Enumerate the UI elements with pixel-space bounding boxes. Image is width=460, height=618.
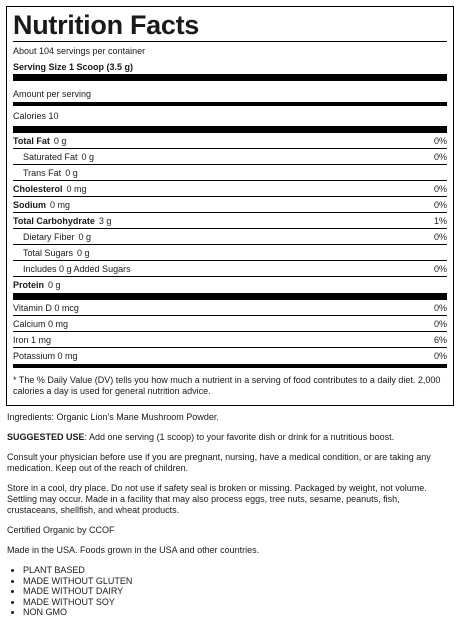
- nutrient-amount: 0 mg: [66, 183, 87, 194]
- nutrient-amount: 0 g: [53, 135, 67, 146]
- nutrient-name: Protein: [13, 280, 45, 290]
- mineral-name: Iron 1 mg: [13, 334, 52, 345]
- nutrient-name: Includes 0 g Added Sugars: [23, 263, 131, 274]
- nutrient-row: [13, 149, 447, 165]
- nutrient-name: Dietary Fiber: [23, 231, 75, 242]
- claim-item: • MADE WITHOUT SOY: [23, 597, 451, 608]
- nutrient-row: [13, 277, 447, 293]
- suggested-use-text: : Add one serving (1 scoop) to your favorite dish or drink for a nutritious boost.: [84, 432, 395, 442]
- nutrient-row: [13, 245, 447, 261]
- suggested-use-label: SUGGESTED USE: [7, 432, 85, 442]
- nutrient-row: [13, 165, 447, 181]
- label-title: Nutrition Facts: [13, 10, 200, 40]
- thick-divider: [13, 74, 447, 81]
- mineral-name: Vitamin D 0 mcg: [13, 302, 79, 313]
- nutrient-name: Total Fat: [13, 135, 50, 146]
- nutrient-table: [13, 133, 447, 293]
- nutrient-amount: 0 g: [48, 280, 61, 290]
- nutrient-row: [13, 133, 447, 149]
- nutrient-name: Total Sugars: [23, 247, 74, 258]
- ingredients: Ingredients: Organic Lion's Mane Mushroom Powder.: [7, 412, 219, 422]
- mineral-daily-value: 0%: [433, 302, 447, 313]
- nutrient-amount: 0 g: [65, 167, 78, 178]
- suggested-use: [7, 432, 451, 443]
- nutrient-daily-value: 0%: [433, 183, 447, 194]
- origin: Made in the USA. Foods grown in the USA and other countries.: [7, 545, 260, 555]
- nutrient-daily-value: 1%: [433, 215, 447, 226]
- nutrient-amount: 0 g: [81, 151, 95, 162]
- mineral-row: [13, 316, 447, 332]
- nutrient-name: Saturated Fat: [23, 151, 78, 162]
- mineral-table: [13, 300, 447, 364]
- storage-info: Store in a cool, dry place. Do not use if safety seal is broken or missing. Packaged by weight, not volume. Settling may occur. Made in a facility that may also process eggs, tree nuts, sesame, peanuts, fish, crustaceans, shellfish, and wheat products.: [7, 483, 427, 515]
- mineral-daily-value: 0%: [433, 351, 447, 361]
- nutrient-row: [13, 181, 447, 197]
- nutrient-row: [13, 213, 447, 229]
- nutrient-daily-value: 0%: [433, 199, 447, 210]
- nutrient-row: [13, 229, 447, 245]
- nutrient-daily-value: 0%: [433, 151, 447, 162]
- daily-value-footnote: * The % Daily Value (DV) tells you how much a nutrient in a serving of food contributes to a daily diet. 2,000 calories a day is used for general nutrition advice.: [13, 375, 441, 396]
- mineral-row: [13, 300, 447, 316]
- nutrient-daily-value: 0%: [433, 231, 447, 242]
- mineral-row: [13, 332, 447, 348]
- mineral-name: Potassium 0 mg: [13, 351, 78, 361]
- nutrient-amount: 0 mg: [50, 199, 71, 210]
- product-details: [7, 412, 451, 618]
- nutrition-facts-label: [6, 6, 454, 406]
- nutrient-amount: 0 g: [78, 231, 92, 242]
- claim-item: • NON GMO: [23, 607, 451, 618]
- certification: Certified Organic by CCOF: [7, 525, 115, 535]
- claim-item: • MADE WITHOUT GLUTEN: [23, 576, 451, 587]
- nutrient-name: Trans Fat: [23, 167, 62, 178]
- warning: Consult your physician before use if you are pregnant, nursing, have a medical condition, or are taking any medication. Keep out of the reach of children.: [7, 452, 431, 473]
- thick-divider: [13, 126, 447, 133]
- nutrient-row: [13, 197, 447, 213]
- mineral-daily-value: 6%: [433, 334, 447, 345]
- nutrient-name: Total Carbohydrate: [13, 215, 95, 226]
- servings-per-container: About 104 servings per container: [13, 46, 146, 56]
- nutrient-daily-value: 0%: [433, 135, 447, 146]
- thick-divider: [13, 293, 447, 300]
- amount-per-serving: Amount per serving: [13, 89, 92, 99]
- mineral-daily-value: 0%: [433, 318, 447, 329]
- nutrient-row: [13, 261, 447, 277]
- claim-item: • MADE WITHOUT DAIRY: [23, 586, 451, 597]
- claims-list: [7, 565, 451, 618]
- nutrient-amount: 0 g: [77, 247, 90, 258]
- serving-size: Serving Size 1 Scoop (3.5 g): [13, 62, 134, 72]
- claim-item: • PLANT BASED: [23, 565, 451, 576]
- nutrient-amount: 3 g: [98, 215, 112, 226]
- nutrient-name: Sodium: [13, 199, 46, 210]
- calories: Calories 10: [13, 111, 59, 121]
- divider: [13, 41, 447, 42]
- mineral-row: [13, 348, 447, 364]
- nutrient-name: Cholesterol: [13, 183, 63, 194]
- nutrient-daily-value: 0%: [433, 263, 447, 274]
- mineral-name: Calcium 0 mg: [13, 318, 69, 329]
